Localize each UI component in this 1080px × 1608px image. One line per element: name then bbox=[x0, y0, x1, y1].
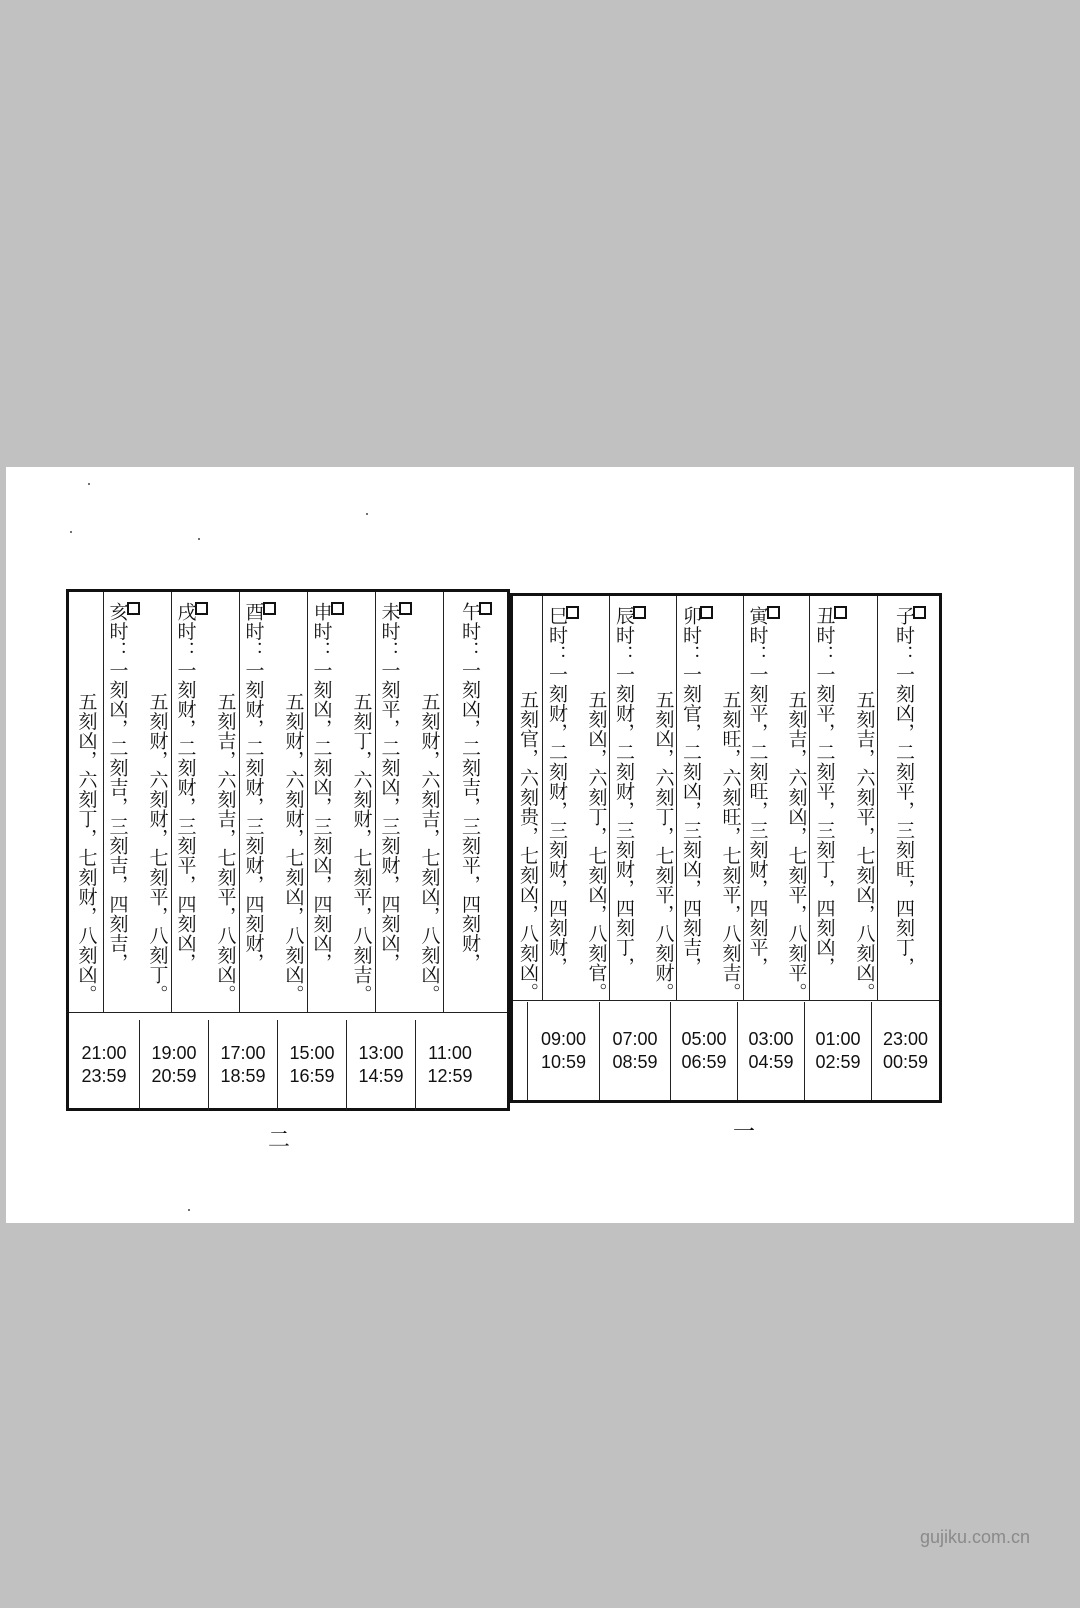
hour-label: 子时：一刻凶，二刻平，三刻旺，四刻丁， bbox=[894, 606, 926, 977]
schedule-table-page-two bbox=[66, 589, 510, 1111]
entry-column-yin-cont: 五刻旺，六刻旺，七刻平，八刻吉。 bbox=[719, 690, 742, 1002]
entry-column-hai-cont: 五刻凶，六刻丁，七刻财，八刻凶。 bbox=[75, 692, 98, 1004]
page-number-one: 一 bbox=[733, 1120, 756, 1145]
time-range-cell: 03:00 04:59 bbox=[737, 1002, 804, 1100]
entry-column-shen: 申时：一刻凶，二刻凶，三刻凶，四刻凶， bbox=[307, 592, 347, 1012]
scanned-page bbox=[6, 467, 1074, 1223]
page-number-two: 二 bbox=[268, 1128, 291, 1153]
entry-column-wu-cont: 五刻财，六刻吉，七刻凶，八刻凶。 bbox=[418, 692, 441, 1004]
table-divider bbox=[69, 1012, 507, 1013]
time-range-cell: 11:00 12:59 bbox=[415, 1020, 484, 1110]
time-range-cell: 15:00 16:59 bbox=[277, 1020, 346, 1110]
time-range-cell: 05:00 06:59 bbox=[670, 1002, 737, 1100]
entry-column-wei-cont: 五刻丁，六刻财，七刻平，八刻吉。 bbox=[350, 692, 373, 1004]
entry-column-you-cont: 五刻吉，六刻吉，七刻平，八刻凶。 bbox=[214, 692, 237, 1004]
scan-speck bbox=[188, 1209, 190, 1211]
entry-column-hai: 亥时：一刻凶，二刻吉，三刻吉，四刻吉， bbox=[103, 592, 143, 1012]
schedule-table-page-one bbox=[510, 593, 942, 1103]
entry-column-wei: 未时：一刻平，二刻凶，三刻财，四刻凶， bbox=[375, 592, 415, 1012]
entry-column-si-cont: 五刻官，六刻贵，七刻凶，八刻凶。 bbox=[517, 690, 539, 1002]
entry-column-chou: 丑时：一刻平，二刻平，三刻丁，四刻凶， bbox=[809, 596, 851, 1000]
time-range-cell: 19:00 20:59 bbox=[139, 1020, 208, 1110]
scan-speck bbox=[88, 483, 90, 485]
entry-column-chou-cont: 五刻吉，六刻凶，七刻平，八刻平。 bbox=[785, 690, 808, 1002]
entry-column-xu: 戌时：一刻财，二刻财，三刻平，四刻凶， bbox=[171, 592, 211, 1012]
entry-column-chen-cont: 五刻凶，六刻丁，七刻凶，八刻官。 bbox=[585, 690, 608, 1002]
scan-speck bbox=[70, 531, 72, 533]
entry-column-xu-cont: 五刻财，六刻财，七刻平，八刻丁。 bbox=[146, 692, 169, 1004]
site-watermark: gujiku.com.cn bbox=[919, 1527, 1030, 1547]
entry-column-si: 巳时：一刻财，二刻财，三刻财，四刻财， bbox=[542, 596, 583, 1000]
time-range-cell: 01:00 02:59 bbox=[804, 1002, 871, 1100]
entry-column-zi-cont: 五刻吉，六刻平，七刻凶，八刻凶。 bbox=[853, 690, 876, 1002]
time-range-cell: 21:00 23:59 bbox=[81, 1042, 127, 1086]
entry-column-yin: 寅时：一刻平，二刻旺，三刻财，四刻平， bbox=[743, 596, 783, 1000]
entry-column-wu: 午时：一刻凶，二刻吉，三刻平，四刻财， bbox=[443, 592, 508, 1012]
entry-column-you: 酉时：一刻财，二刻财，三刻财，四刻财， bbox=[239, 592, 279, 1012]
time-range-cell: 07:00 08:59 bbox=[599, 1002, 670, 1100]
scan-speck bbox=[198, 538, 200, 540]
time-range-cell: 17:00 18:59 bbox=[208, 1020, 277, 1110]
entry-column-mao: 卯时：一刻官，二刻凶，三刻凶，四刻吉， bbox=[676, 596, 717, 1000]
entry-column-mao-cont: 五刻凶，六刻丁，七刻平，八刻财。 bbox=[652, 690, 675, 1002]
time-range-cell: 23:00 00:59 bbox=[871, 1002, 939, 1100]
entry-column-chen: 辰时：一刻财，二刻财，三刻财，四刻丁， bbox=[609, 596, 650, 1000]
time-range-cell: 13:00 14:59 bbox=[346, 1020, 415, 1110]
entry-column-shen-cont: 五刻财，六刻财，七刻凶，八刻凶。 bbox=[282, 692, 305, 1004]
scan-speck bbox=[366, 513, 368, 515]
entry-column-zi bbox=[877, 596, 942, 1000]
time-range-cell: 09:00 10:59 bbox=[527, 1002, 599, 1100]
